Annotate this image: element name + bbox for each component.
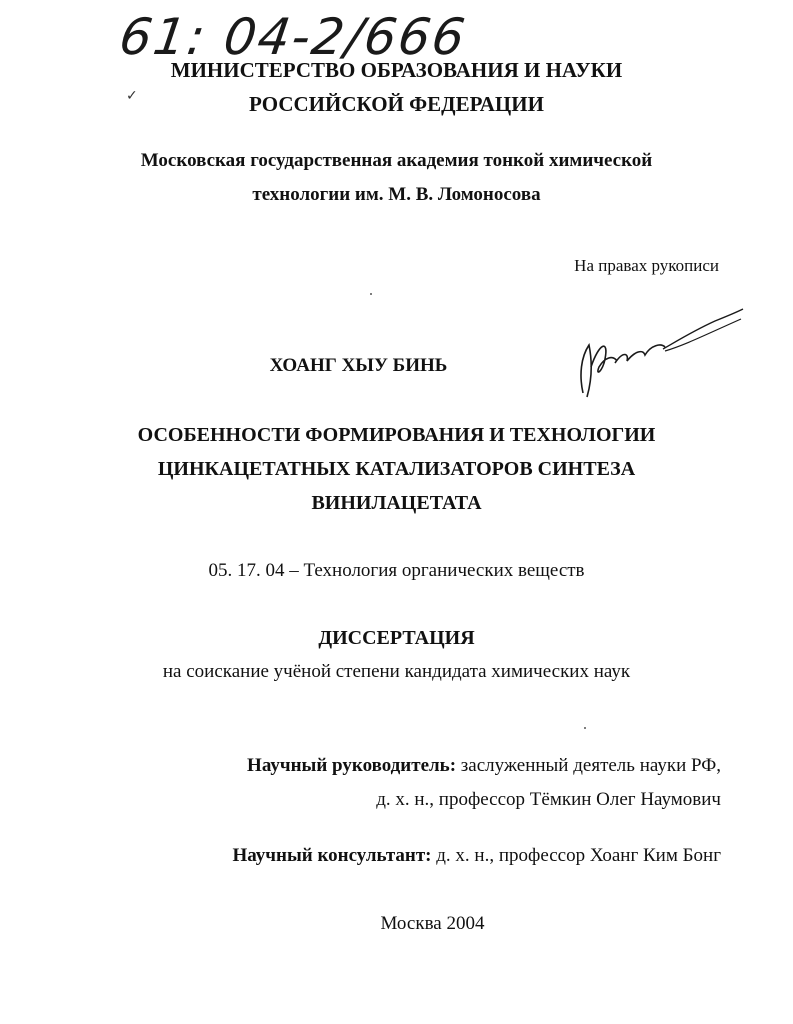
- city-year: Москва 2004: [380, 913, 485, 934]
- signature-icon: [565, 305, 745, 400]
- thesis-title-line-1: ОСОБЕННОСТИ ФОРМИРОВАНИЯ И ТЕХНОЛОГИИ: [137, 424, 656, 446]
- degree-description: на соискание учёной степени кандидата химических наук: [162, 661, 631, 682]
- archive-number-handwritten: 61: 04-2/666: [115, 8, 471, 66]
- thesis-title-line-3: ВИНИЛАЦЕТАТА: [311, 492, 482, 514]
- consultant-label: Научный консультант:: [232, 845, 432, 866]
- academy-line-1: Московская государственная академия тонкой химической: [140, 150, 653, 171]
- supervisor-title: заслуженный деятель науки РФ,: [456, 755, 721, 776]
- consultant-line: [232, 845, 721, 867]
- specialty-code: 05. 17. 04 – Технология органических веществ: [208, 560, 585, 581]
- ministry-line-2: РОССИЙСКОЙ ФЕДЕРАЦИИ: [249, 92, 544, 116]
- check-mark-icon: ✓: [126, 88, 138, 104]
- speck: [584, 727, 586, 729]
- supervisor-line-1: [247, 755, 721, 777]
- speck: [370, 293, 372, 295]
- author-name: ХОАНГ ХЫУ БИНЬ: [269, 355, 448, 376]
- ministry-line-1: МИНИСТЕРСТВО ОБРАЗОВАНИЯ И НАУКИ: [170, 58, 623, 82]
- consultant-value: д. х. н., профессор Хоанг Ким Бонг: [431, 845, 721, 866]
- supervisor-line-2: д. х. н., профессор Тёмкин Олег Наумович: [376, 789, 721, 810]
- work-type-label: ДИССЕРТАЦИЯ: [318, 627, 475, 649]
- supervisor-label: Научный руководитель:: [247, 755, 457, 776]
- thesis-title-line-2: ЦИНКАЦЕТАТНЫХ КАТАЛИЗАТОРОВ СИНТЕЗА: [157, 458, 636, 480]
- rights-notice: На правах рукописи: [574, 256, 719, 275]
- academy-line-2: технологии им. М. В. Ломоносова: [252, 184, 541, 205]
